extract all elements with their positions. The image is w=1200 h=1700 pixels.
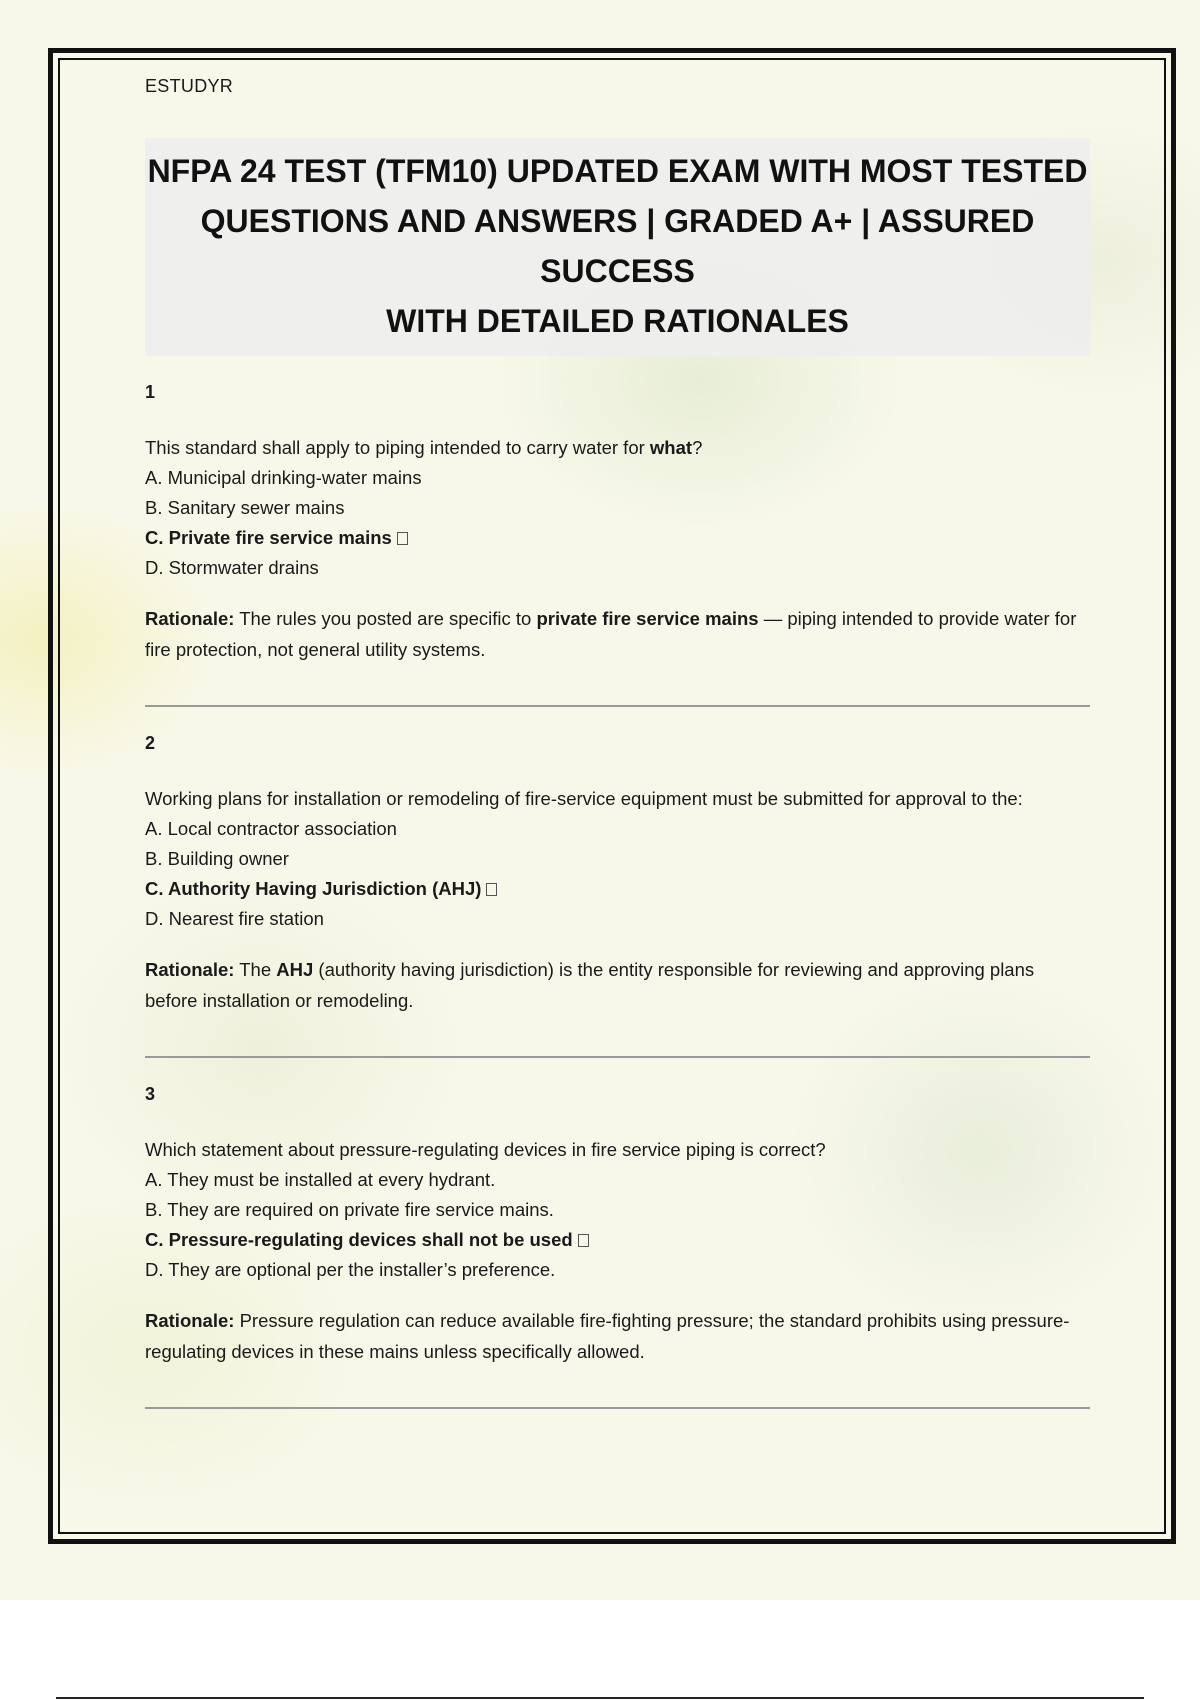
rationale-text: Pressure regulation can reduce available fire-fighting pressure; the standard prohibits using pressure-regulating devices in these mains unless specifically allowed.: [145, 1310, 1070, 1362]
rationale-label: Rationale:: [145, 608, 235, 629]
question-number: 2: [145, 733, 156, 753]
question-text: Working plans for installation or remodeling of fire-service equipment must be submitted for approval to the:: [145, 788, 1023, 809]
divider: [145, 1056, 1090, 1058]
divider: [145, 1407, 1090, 1409]
rationale: [145, 1305, 1090, 1367]
rationale-label: Rationale:: [145, 959, 235, 980]
option-a: A. They must be installed at every hydrant.: [145, 1169, 496, 1190]
option-c-correct: [145, 1225, 1090, 1255]
option-label: C. Private fire service mains: [145, 527, 392, 548]
document-content: [145, 72, 1090, 1418]
rationale-emphasis: private fire service mains: [536, 608, 759, 629]
option-b: B. Sanitary sewer mains: [145, 497, 345, 518]
question-text: Which statement about pressure-regulating devices in fire service piping is correct?: [145, 1139, 826, 1160]
question-text: [145, 432, 1090, 463]
option-b: B. Building owner: [145, 848, 289, 869]
question-text-end: ?: [692, 437, 703, 458]
option-c-correct: [145, 523, 1090, 553]
option-b: B. They are required on private fire service mains.: [145, 1199, 554, 1220]
question-1: [145, 382, 1090, 707]
question-number: 1: [145, 382, 156, 402]
option-a: A. Municipal drinking-water mains: [145, 467, 422, 488]
option-label: C. Pressure-regulating devices shall not be used: [145, 1229, 573, 1250]
rationale-text-end: — piping intended to provide water for fire protection, not general utility systems.: [145, 608, 1077, 660]
rationale-text: The rules you posted are specific to: [234, 608, 537, 629]
document-title: [145, 138, 1090, 356]
divider: [145, 705, 1090, 707]
option-d: D. They are optional per the installer’s preference.: [145, 1259, 556, 1280]
rationale-text-end: (authority having jurisdiction) is the entity responsible for reviewing and approving plans before installation or remodeling.: [145, 959, 1035, 1011]
checkbox-icon: [397, 532, 408, 545]
option-a: A. Local contractor association: [145, 818, 397, 839]
title-line-2: QUESTIONS AND ANSWERS | GRADED A+ | ASSURED SUCCESS: [200, 203, 1035, 289]
checkbox-icon: [486, 883, 497, 896]
option-c-correct: [145, 874, 1090, 904]
brand-label: ESTUDYR: [145, 76, 234, 96]
title-line-1: NFPA 24 TEST (TFM10) UPDATED EXAM WITH MOST TESTED: [147, 153, 1088, 189]
rationale-label: Rationale:: [145, 1310, 235, 1331]
option-d: D. Stormwater drains: [145, 557, 319, 578]
question-text-emphasis: what: [649, 437, 693, 458]
checkbox-icon: [578, 1234, 589, 1247]
rationale: [145, 954, 1090, 1016]
rationale: [145, 603, 1090, 665]
rationale-emphasis: AHJ: [276, 959, 314, 980]
question-3: [145, 1084, 1090, 1409]
option-d: D. Nearest fire station: [145, 908, 324, 929]
rationale-text: The: [234, 959, 277, 980]
option-label: C. Authority Having Jurisdiction (AHJ): [145, 878, 482, 899]
title-line-3: WITH DETAILED RATIONALES: [386, 303, 849, 339]
question-text-part: This standard shall apply to piping intended to carry water for: [145, 437, 650, 458]
footer-rule: [56, 1697, 1144, 1699]
question-2: [145, 733, 1090, 1058]
question-number: 3: [145, 1084, 156, 1104]
